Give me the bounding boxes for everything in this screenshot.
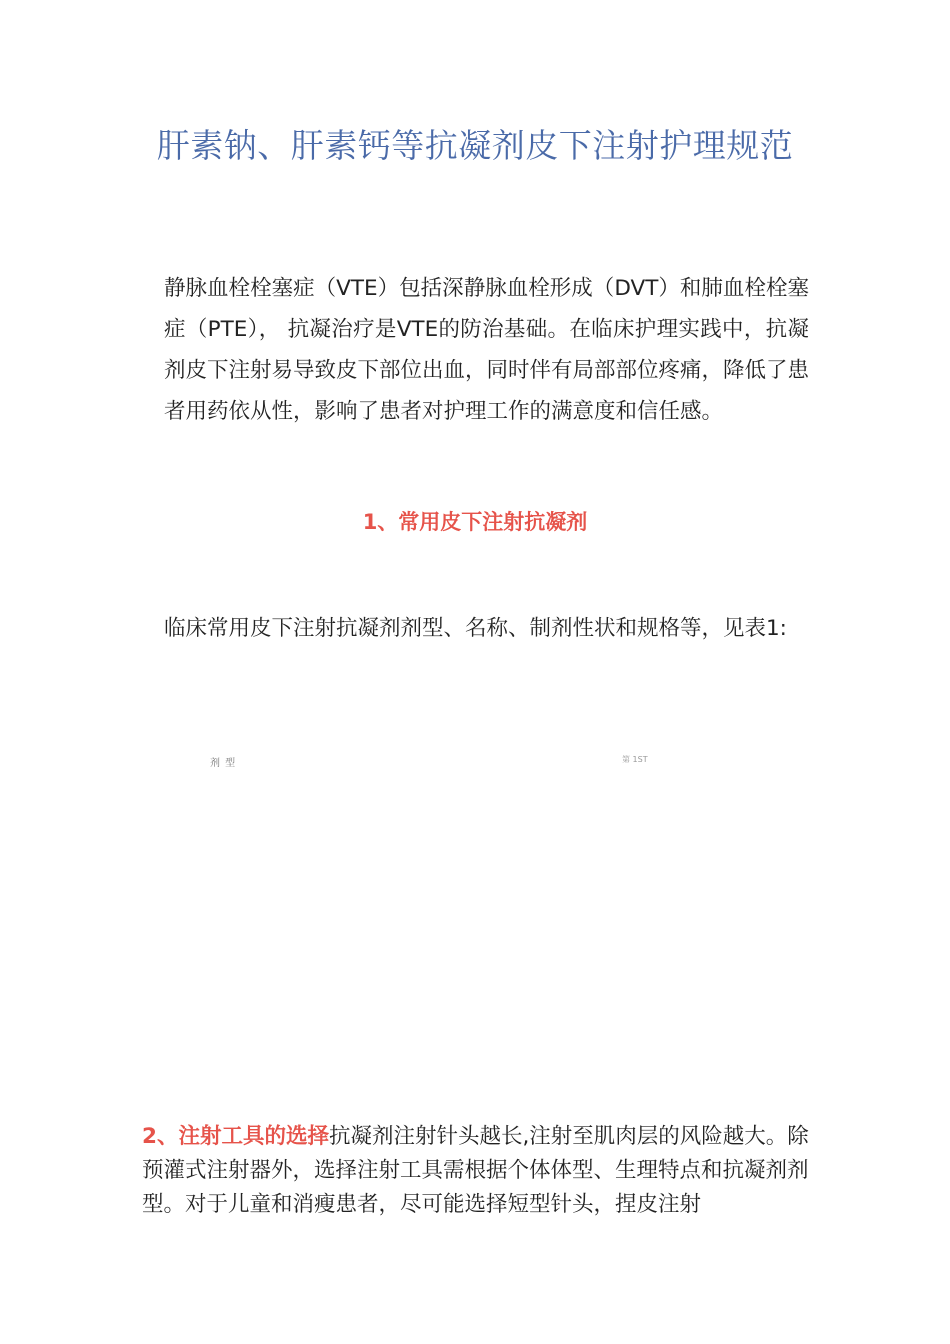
section-2-heading: 2、注射工具的选择 (142, 1124, 329, 1149)
table-1-label-left: 剂 型 (210, 758, 237, 769)
section-2-text: 抗凝剂注射针头越长,注射至肌肉层的风险越大。除预灌式注射器外，选择注射工具需根据个体体型、生理特点和抗凝剂剂型。对于儿童和消瘦患者，尽可能选择短型针头，捏皮注射 (142, 1124, 809, 1217)
section-1-heading: 1、常用皮下注射抗凝剂 (362, 510, 588, 534)
section-1-paragraph: 临床常用皮下注射抗凝剂剂型、名称、制剂性状和规格等，见表1: (164, 616, 787, 641)
section-2-paragraph (142, 1120, 812, 1222)
document-title: 肝素钠、肝素钙等抗凝剂皮下注射护理规范 (156, 126, 794, 165)
table-1 (164, 740, 809, 1070)
table-1-label-right: 第 1ST (622, 755, 648, 764)
intro-paragraph: 静脉血栓栓塞症（VTE）包括深静脉血栓形成（DVT）和肺血栓栓塞症（PTE）， 抗凝治疗是VTE的防治基础。在临床护理实践中，抗凝剂皮下注射易导致皮下部位出血，同时伴有局部部位疼痛，降低了患者用药依从性，影响了患者对护理工作的满意度和信任感。 (164, 276, 810, 424)
